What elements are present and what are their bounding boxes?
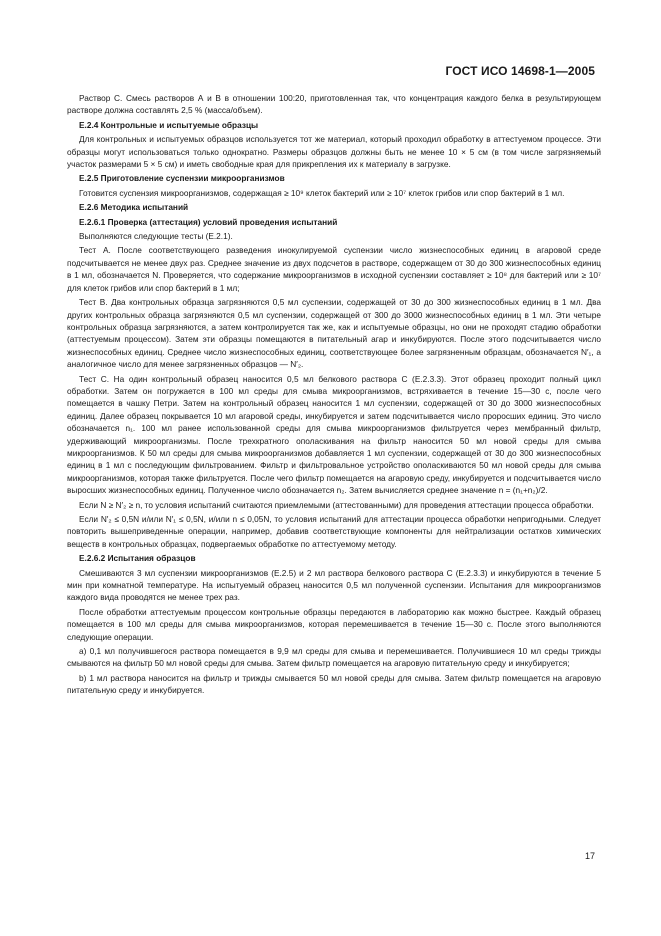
paragraph: Если N′₂ ≤ 0,5N и/или N′₁ ≤ 0,5N, и/или n ≤ 0,05N, то условия испытаний для аттестации процесса обработки непригодными. Следует повторить вышеприведенные операции, например, добавив соответствующие компоненты для нейтрализации остатков химических веществ в контрольных образцах, подвергаемых обработке по аттестуемому методу. [67, 514, 601, 549]
paragraph: Тест С. На один контрольный образец наносится 0,5 мл белкового раствора С (E.2.3.3). Этот образец проходит полный цикл обработки. Затем он погружается в 100 мл среды для смыва микроорганизмов, встряхивается в течение 15—30 с, после чего помещается в чашку Петри. Затем на контрольный образец наносится 1 мл суспензии, содержащей от 30 до 3000 жизнеспособных единиц. Далее образец покрывается 10 мл агаровой среды, инкубируется и затем подсчитывается число проросших единиц. Это число обозначается n₁. 100 мл ранее использованной среды для смыва микроорганизмов фильтруется через мембранный фильтр, удерживающий микроорганизмы. После трехкратного ополаскивания на фильтр наносится 50 мл новой среды для смыва микроорганизмов. К 50 мл среды для смыва микроорганизмов добавляется 1 мл суспензии, содержащей от 30 до 300 жизнеспособных единиц в 1 мл с последующим фильтрованием. Фильтр и фильтровальное устройство ополаскиваются 50 мл новой среды для смыва микроорганизмов, которая также фильтруется. После чего фильтр помещается на агаровую среду, инкубируется и подсчитывается число выросших жизнеспособных единиц. Полученное число обозначается n₂. Затем вычисляется среднее значение n = (n₁+n₂)/2. [67, 373, 601, 496]
paragraph: Готовится суспензия микроорганизмов, содержащая ≥ 10⁹ клеток бактерий или ≥ 10⁷ клеток грибов или спор бактерий в 1 мл. [79, 187, 565, 198]
document-header: ГОСТ ИСО 14698-1—2005 [445, 64, 595, 78]
section-heading: E.2.5 Приготовление суспензии микроорганизмов [79, 173, 285, 184]
section-heading: E.2.6.2 Испытания образцов [79, 553, 196, 564]
paragraph: Выполняются следующие тесты (E.2.1). [79, 231, 233, 242]
paragraph: Для контрольных и испытуемых образцов используется тот же материал, который проходил обработку в аттестуемом процессе. Эти образцы могут использоваться только однократно. Размеры образцов должны быть не менее 10 × 5 см (в том числе загрязняемый участок размерами 5 × 5 см) и иметь свободные края для прикрепления их к материалу в загрузке. [67, 134, 601, 170]
section-heading: E.2.6.1 Проверка (аттестация) условий проведения испытаний [79, 216, 338, 227]
paragraph: После обработки аттестуемым процессом контрольные образцы передаются в лабораторию как можно быстрее. Каждый образец помещается в 100 мл среды для смыва микроорганизмов, которая перемешивается в течение 15—30 с. После этого выполняются следующие операции. [67, 606, 601, 642]
document-body [67, 92, 601, 699]
paragraph: Тест В. Два контрольных образца загрязняются 0,5 мл суспензии, содержащей от 30 до 300 жизнеспособных единиц в 1 мл. Два других контрольных образца загрязняются 0,5 мл суспензии, содержащей от 300 до 3000 жизнеспособных единиц в 1 мл. Эти четыре контрольных образца загрязняются, а затем контролируется так же, как и испытуемые образцы, но они не проходят стадию обработки (аттестуемым процессом). Затем эти образцы помещаются в питательный агар и инкубируются. После этого подсчитывается число жизнеспособных единиц. Среднее число жизнеспособных единиц, соответствующее более загрязненным образцам, обозначается N′₁, а аналогичное число для менее загрязненных образцов — N′₂. [67, 297, 601, 370]
paragraph: Раствор С. Смесь растворов А и В в отношении 100:20, приготовленная так, что концентрация каждого белка в результирующем растворе должна составлять 2,5 % (масса/объем). [67, 93, 601, 116]
paragraph: Если N ≥ N′₂ ≥ n, то условия испытаний считаются приемлемыми (аттестованными) для проведения аттестации процесса обработки. [79, 499, 594, 510]
section-heading: E.2.6 Методика испытаний [79, 202, 189, 213]
paragraph: Тест А. После соответствующего разведения инокулируемой суспензии число жизнеспособных единиц в агаровой среде подсчитывается не менее двух раз. Среднее значение из двух подсчетов в растворе, содержащем от 30 до 300 жизнеспособных единиц в 1 мл, обозначается N. Проверяется, что содержание микроорганизмов в исходной суспензии составляет ≥ 10⁸ для бактерий или ≥ 10⁷ для клеток грибов или спор бактерий в 1 мл; [67, 245, 601, 293]
paragraph: Смешиваются 3 мл суспензии микроорганизмов (E.2.5) и 2 мл раствора белкового раствора С (E.2.3.3) и инкубируются в течение 5 мин при комнатной температуре. На испытуемый образец наносится 0,5 мл полученной суспензии. Испытания для микроорганизмов каждого вида проводятся не менее трех раз. [67, 567, 601, 603]
page-number: 17 [584, 851, 595, 861]
section-heading: E.2.4 Контрольные и испытуемые образцы [79, 119, 259, 130]
paragraph: а) 0,1 мл получившегося раствора помещается в 9,9 мл среды для смыва и перемешивается. Получившиеся 10 мл среды трижды смываются на фильтр 50 мл новой среды для смыва. Затем фильтр помещается на агаровую питательную среду и инкубируется; [67, 646, 601, 669]
paragraph: b) 1 мл раствора наносится на фильтр и трижды смывается 50 мл новой среды для смыва. Затем фильтр помещается на агаровую питательную среду и инкубируется. [67, 672, 601, 696]
